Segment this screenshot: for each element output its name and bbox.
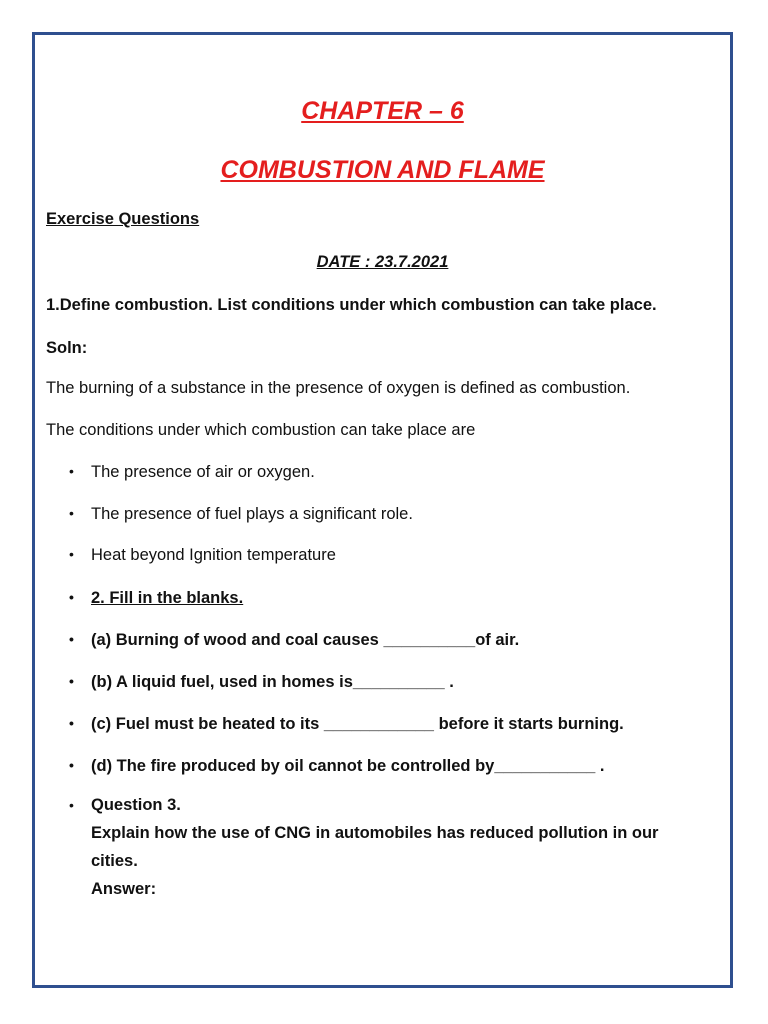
question-3-line-2: cities. (91, 852, 138, 870)
document-page (32, 32, 733, 988)
definition-text: The burning of a substance in the presence of oxygen is defined as combustion. (46, 379, 631, 397)
list-item-text: The presence of air or oxygen. (91, 463, 315, 481)
chapter-title: COMBUSTION AND FLAME (220, 156, 545, 184)
list-item-text: Heat beyond Ignition temperature (91, 546, 336, 564)
date-line: DATE : 23.7.2021 (316, 253, 449, 271)
bullet-icon: • (69, 673, 74, 689)
question-3-line-1: Explain how the use of CNG in automobiles has reduced pollution in our (91, 824, 659, 842)
conditions-intro: The conditions under which combustion can take place are (46, 421, 476, 439)
question-1: 1.Define combustion. List conditions under which combustion can take place. (46, 296, 657, 314)
bullet-icon: • (69, 631, 74, 647)
bullet-icon: • (69, 757, 74, 773)
bullet-icon: • (69, 505, 74, 521)
question-2-heading: 2. Fill in the blanks. (91, 589, 244, 607)
answer-label: Answer: (91, 880, 157, 898)
blank-question-b: (b) A liquid fuel, used in homes is__________ . (91, 673, 454, 691)
exercise-heading: Exercise Questions (46, 210, 200, 228)
question-3-heading: Question 3. (91, 796, 181, 814)
blank-question-c: (c) Fuel must be heated to its ____________ before it starts burning. (91, 715, 624, 733)
bullet-icon: • (69, 797, 74, 813)
solution-label: Soln: (46, 339, 88, 357)
blank-question-a: (a) Burning of wood and coal causes __________of air. (91, 631, 520, 649)
bullet-icon: • (69, 546, 74, 562)
chapter-heading: CHAPTER – 6 (301, 97, 464, 125)
list-item-text: The presence of fuel plays a significant role. (91, 505, 413, 523)
bullet-icon: • (69, 589, 74, 605)
bullet-icon: • (69, 715, 74, 731)
blank-question-d: (d) The fire produced by oil cannot be controlled by___________ . (91, 757, 605, 775)
bullet-icon: • (69, 463, 74, 479)
